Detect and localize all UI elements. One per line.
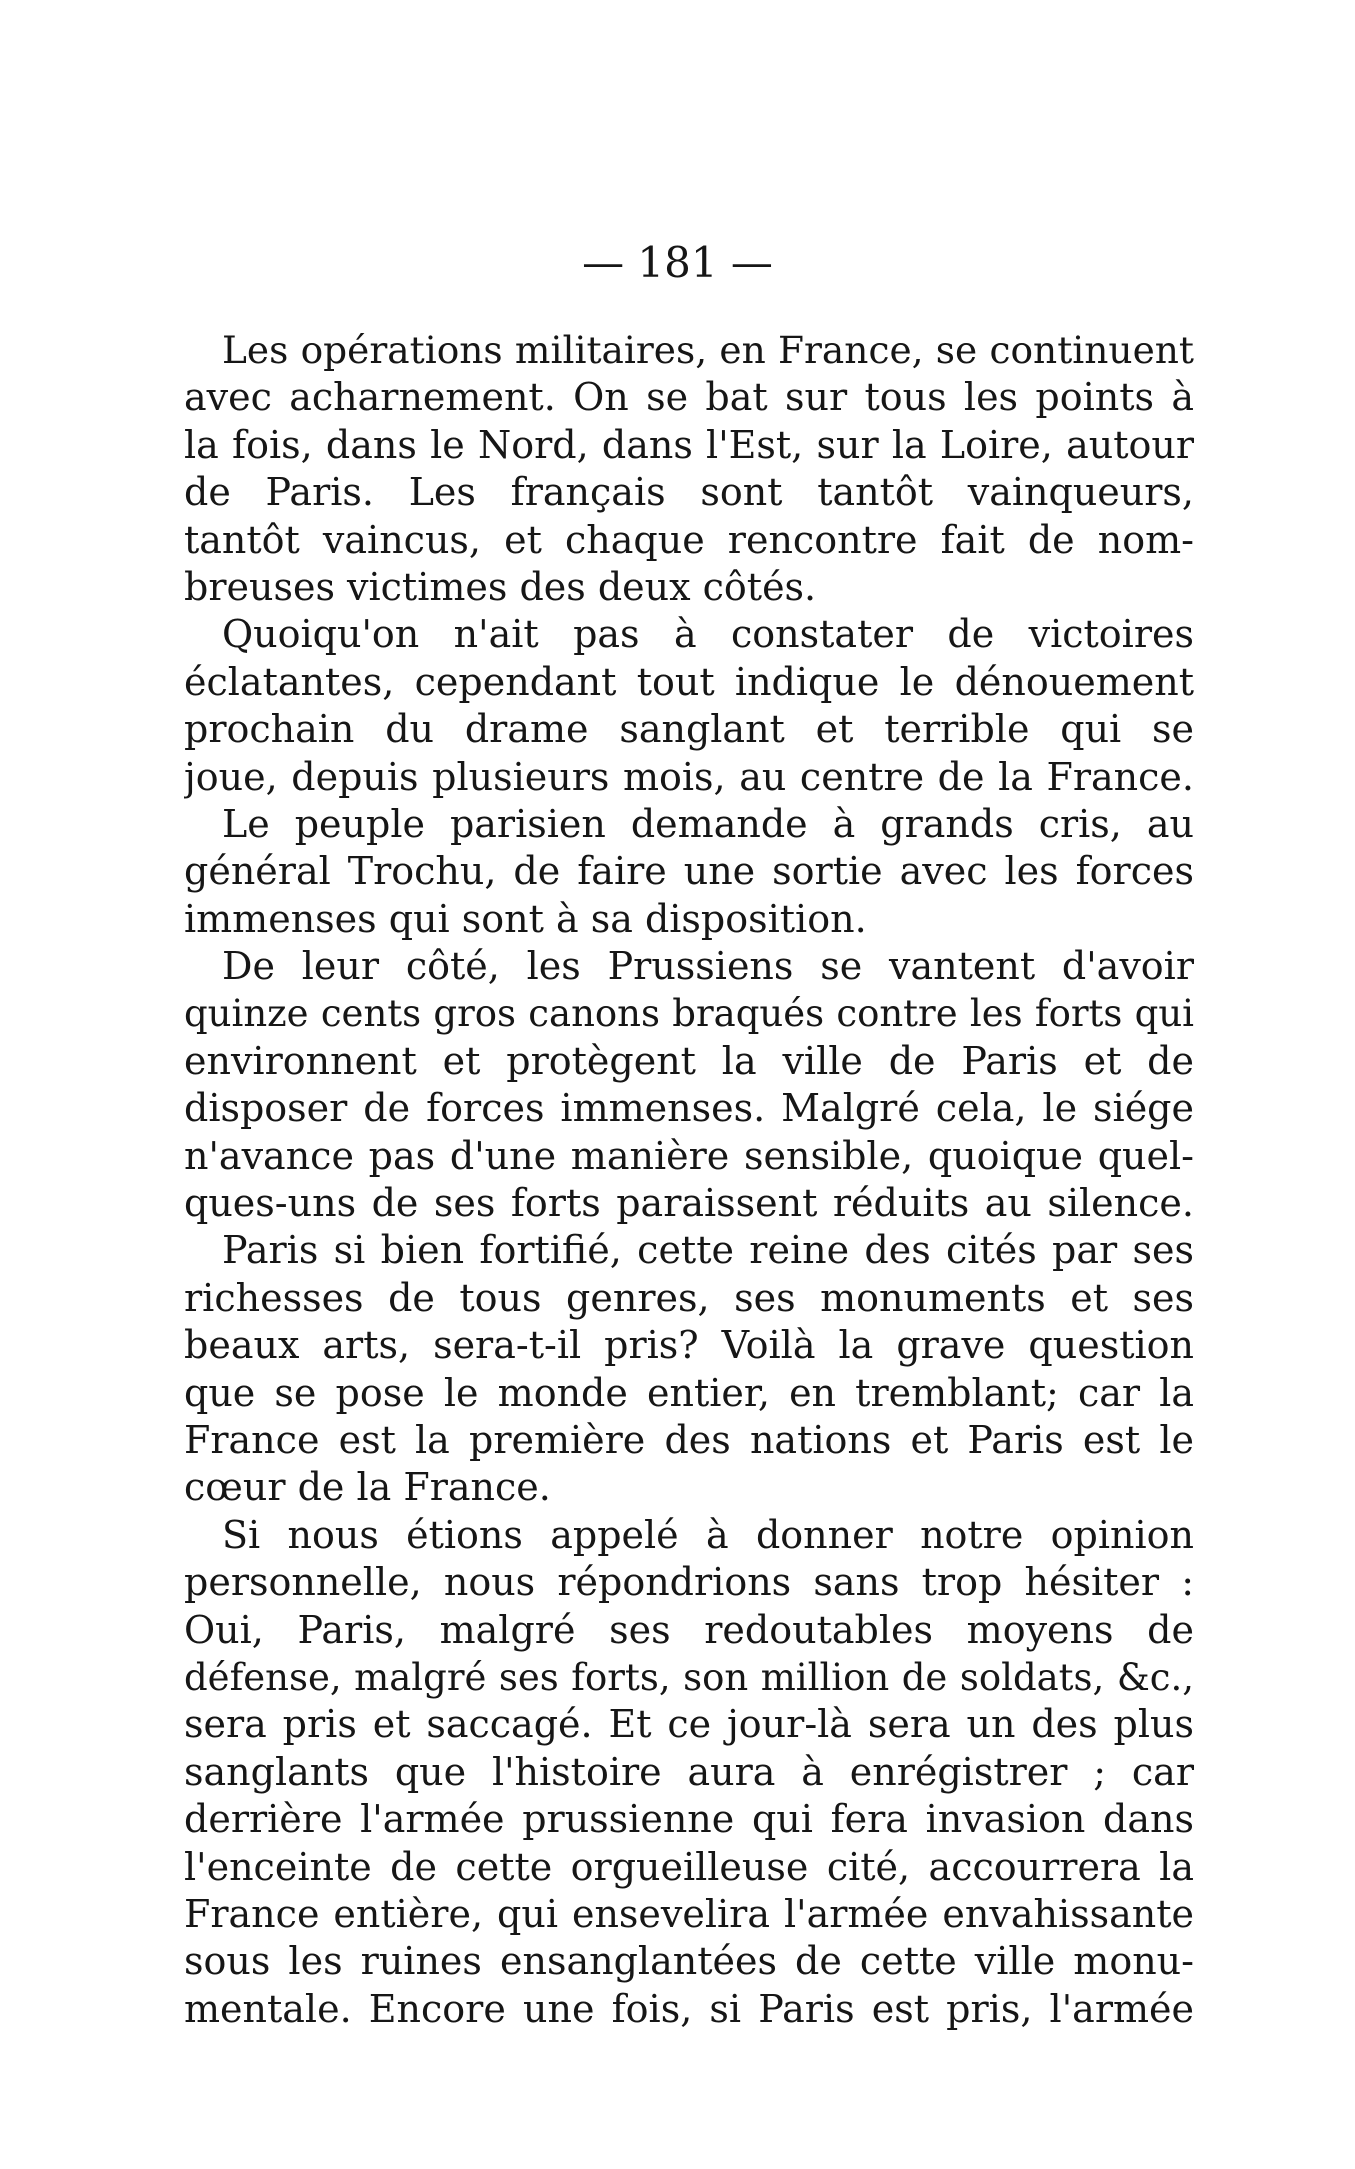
text-line: sanglants que l'histoire aura à enrégistrer ; car [184,1749,1194,1794]
text-line: Si nous étions appelé à donner notre opinion [222,1512,1194,1557]
text-line: avec acharnement. On se bat sur tous les points à [184,375,1194,420]
text-line: environnent et protègent la ville de Paris et de [184,1038,1194,1083]
text-line: la fois, dans le Nord, dans l'Est, sur la Loire, autour [184,422,1194,467]
text-line: n'avance pas d'une manière sensible, quoique quel- [184,1133,1194,1178]
text-line: joue, depuis plusieurs mois, au centre de la France. [184,754,1194,799]
text-line: Oui, Paris, malgré ses redoutables moyens de [184,1607,1194,1652]
text-line: sous les ruines ensanglantées de cette ville monu- [184,1939,1194,1984]
text-line: l'enceinte de cette orgueilleuse cité, accourrera la [184,1844,1194,1889]
text-line: que se pose le monde entier, en tremblant; car la [184,1370,1194,1415]
text-line: prochain du drame sanglant et terrible qui se [184,707,1194,752]
text-line: Les opérations militaires, en France, se continuent [222,328,1194,372]
text-line: France entière, qui ensevelira l'armée envahissante [184,1891,1194,1936]
text-line: France est la première des nations et Paris est le [184,1417,1194,1462]
text-line: ques-uns de ses forts paraissent réduits au silence. [184,1181,1194,1226]
text-line: breuses victimes des deux côtés. [184,564,817,609]
text-line: quinze cents gros canons braqués contre les forts qui [184,992,1194,1036]
text-line: éclatantes, cependant tout indique le dénouement [184,659,1194,704]
text-line: Le peuple parisien demande à grands cris, au [222,801,1194,846]
text-line: mentale. Encore une fois, si Paris est pris, l'armée [184,1986,1194,2031]
text-line: sera pris et saccagé. Et ce jour-là sera un des plus [184,1702,1194,1747]
text-line: derrière l'armée prussienne qui fera invasion dans [184,1797,1194,1842]
text-line: personnelle, nous répondrions sans trop hésiter : [184,1560,1194,1605]
text-line: tantôt vaincus, et chaque rencontre fait de nom- [184,517,1194,562]
text-line: immenses qui sont à sa disposition. [184,896,867,941]
text-line: défense, malgré ses forts, son million de soldats, &c., [184,1655,1194,1699]
text-line: de Paris. Les français sont tantôt vainqueurs, [184,470,1194,515]
text-line: richesses de tous genres, ses monuments et ses [184,1275,1194,1320]
text-line: beaux arts, sera-t-il pris? Voilà la grave question [184,1323,1194,1368]
text-line: Quoiqu'on n'ait pas à constater de victoires [222,612,1194,657]
text-line: disposer de forces immenses. Malgré cela, le siége [184,1086,1194,1131]
text-line: Paris si bien fortifié, cette reine des cités par ses [222,1228,1194,1273]
text-line: De leur côté, les Prussiens se vantent d'avoir [222,944,1194,989]
text-line: cœur de la France. [184,1465,551,1510]
body-text [184,327,1194,2033]
text-line: général Trochu, de faire une sortie avec les forces [184,849,1194,894]
page-number: — 181 — [582,238,773,287]
